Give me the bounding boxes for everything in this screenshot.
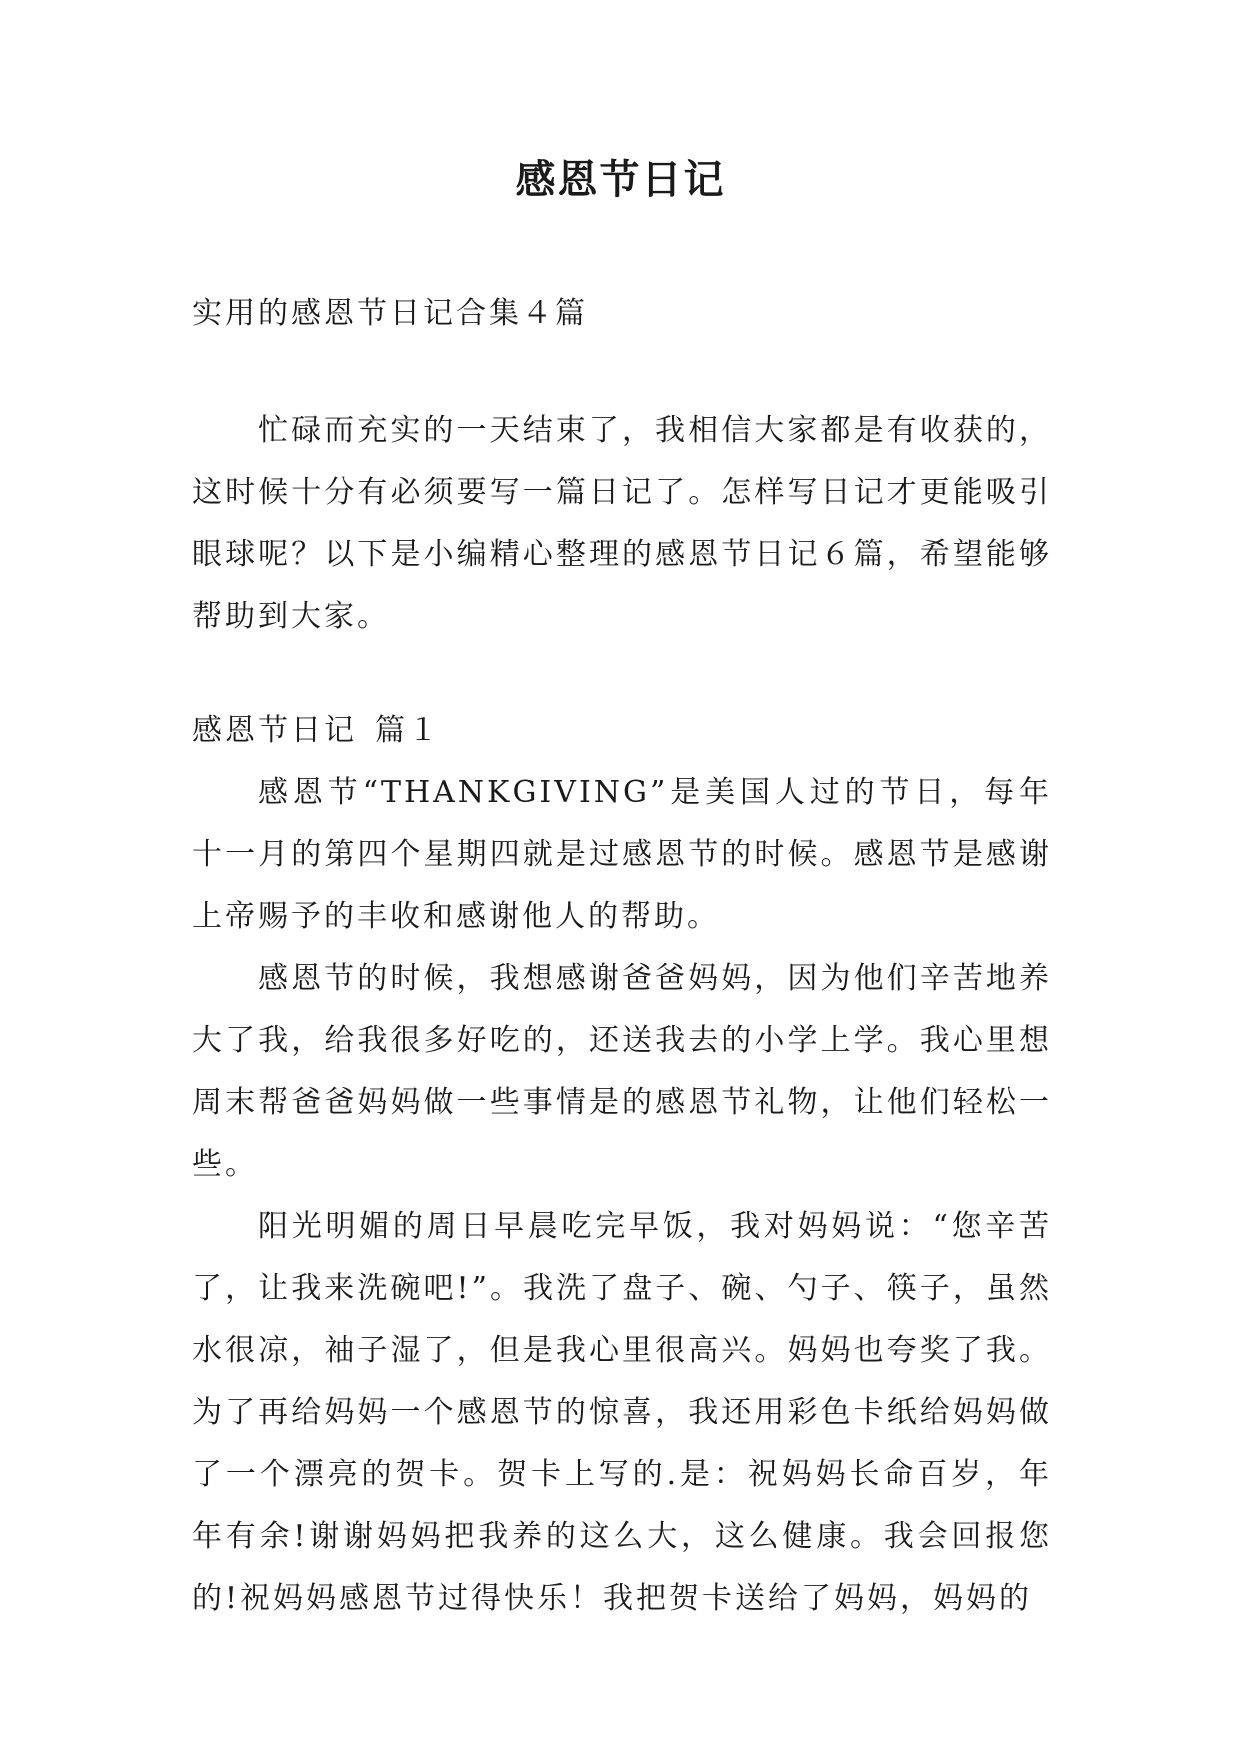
section-heading-title: 感恩节日记	[192, 713, 357, 748]
section-paragraph: 感恩节的时候，我想感谢爸爸妈妈，因为他们辛苦地养大了我，给我很多好吃的，还送我去的小学上学。我心里想周末帮爸爸妈妈做一些事情是的感恩节礼物，让他们轻松一些。	[192, 961, 1052, 1182]
section-paragraph: 阳光明媚的周日早晨吃完早饭，我对妈妈说：“您辛苦了，让我来洗碗吧!”。我洗了盘子、碗、勺子、筷子，虽然水很凉，袖子湿了，但是我心里很高兴。妈妈也夸奖了我。为了再给妈妈一个感恩节的惊喜，我还用彩色卡纸给妈妈做了一个漂亮的贺卡。贺卡上写的.是：祝妈妈长命百岁，年年有余!谢谢妈妈把我养的这么大，这么健康。我会回报您的!祝妈妈感恩节过得快乐！我把贺卡送给了妈妈，妈妈的	[192, 1209, 1052, 1616]
intro-paragraph: 忙碌而充实的一天结束了，我相信大家都是有收获的，这时候十分有必须要写一篇日记了。怎样写日记才更能吸引眼球呢？以下是小编精心整理的感恩节日记６篇，希望能够帮助到大家。	[192, 413, 1052, 634]
section-heading	[192, 700, 1052, 762]
section-heading-number: 篇１	[375, 713, 441, 748]
document-title: 感恩节日记	[515, 157, 726, 203]
diary-section-1	[192, 700, 1052, 1630]
section-paragraph: 感恩节“THANKGIVING”是美国人过的节日，每年十一月的第四个星期四就是过感恩节的时候。感恩节是感谢上帝赐予的丰收和感谢他人的帮助。	[192, 775, 1052, 934]
document-subtitle: 实用的感恩节日记合集４篇	[192, 296, 588, 331]
